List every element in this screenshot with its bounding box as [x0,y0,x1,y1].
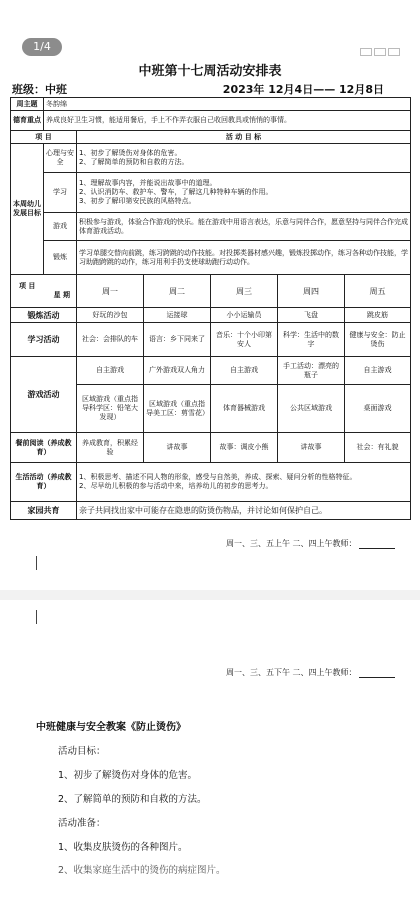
goal-text: 1、初步了解烫伤对身体的危害。 2、了解简单的预防和自救的方法。 [77,144,411,173]
schedule-cell: 好玩的沙包 [77,308,144,323]
dev-goals-label: 本周幼儿发展目标 [11,144,44,275]
goals-label: 活 动 目 标 [77,131,411,144]
schedule-cell: 小小运输员 [211,308,278,323]
life-text: 1、积极思考、描述不同人物的形象，感受与自然美，养成、探索、疑问分析的性格特征。 2、尽早幼儿积极的参与活动中来，培养幼儿的初步的思考力。 [77,463,411,502]
lesson-prep: 2、收集家庭生活中的烫伤的病症图片。 [58,865,226,876]
schedule-cell: 科学：生活中的数字 [278,323,345,357]
schedule-title: 中班第十七周活动安排表 [138,64,282,79]
life-row [11,463,411,502]
goal-text: 学习单腿交替向前跳，练习跨跳的动作技能。对投掷类器材感兴趣，锻炼投掷动作，练习各种动作技能，学习助跑跨跳的动作，练习用利手扔支使球助跑行动动作。 [77,241,411,275]
goal-heading: 活动目标： [58,746,106,757]
schedule-table [10,97,411,520]
moral-label: 德育重点 [11,111,44,131]
row-label: 家园共育 [11,502,77,520]
schedule-cell: 跳皮筋 [345,308,411,323]
crop-mark [36,610,37,624]
goal-row [11,213,411,241]
moral-text: 养成良好卫生习惯，能适用餐后，手上不作弄衣服自己收回教具或悄悄的事情。 [44,111,411,131]
goal-area: 心理与安全 [44,144,77,173]
schedule-cell: 区域游戏（重点指导美工区：剪雪花） [144,385,211,433]
weekday-header-row [11,275,411,308]
lesson-goal: 2、了解简单的预防和自救的方法。 [58,794,207,805]
goal-row [11,144,411,173]
schedule-cell: 音乐：十个小印第安人 [211,323,278,357]
theme-label: 周主题 [11,98,44,111]
lesson-prep: 1、收集皮肤烫伤的各种图片。 [58,842,188,853]
schedule-cell: 公共区域游戏 [278,385,345,433]
reading-row [11,433,411,463]
schedule-cell: 故事：调皮小熊 [211,433,278,463]
lesson-goal: 1、初步了解烫伤对身体的危害。 [58,770,198,781]
schedule-cell: 桌面游戏 [345,385,411,433]
schedule-cell: 健康与安全：防止烫伤 [345,323,411,357]
row-label: 餐前阅读（养成教育） [11,433,77,463]
game-row [11,357,411,385]
schedule-cell: 体育器械游戏 [211,385,278,433]
crop-mark [36,556,37,570]
schedule-cell: 运接球 [144,308,211,323]
schedule-cell: 区域游戏（重点指导科学区：铅笔大发现） [77,385,144,433]
goal-area: 游戏 [44,213,77,241]
more-options-icon[interactable] [360,48,400,56]
schedule-cell: 自主游戏 [345,357,411,385]
schedule-cell: 社会：有礼貌 [345,433,411,463]
theme-value: 冬韵绵 [44,98,411,111]
date-range: 2023年 12月4日—— 12月8日 [222,83,384,96]
schedule-cell: 自主游戏 [211,357,278,385]
schedule-cell: 讲故事 [278,433,345,463]
schedule-cell: 广外游戏双人角力 [144,357,211,385]
teacher-signature-line: 周一、三、五下午 二、四上午教师： [226,667,395,678]
theme-row [11,98,411,111]
row-label: 学习活动 [11,323,77,357]
family-text: 亲子共同找出家中可能存在隐患的防烫伤物品，并讨论如何保护自己。 [77,502,411,520]
moral-row [11,111,411,131]
item-label: 项 目 [11,131,77,144]
schedule-cell: 手工活动：漂亮的瓶子 [278,357,345,385]
row-label: 游戏活动 [11,357,77,433]
lesson-title: 中班健康与安全教案《防止烫伤》 [36,722,186,733]
schedule-cell: 社会：会排队的车 [77,323,144,357]
teacher-signature-line: 周一、三、五上午 二、四上午教师： [226,538,395,549]
goals-header-row [11,131,411,144]
weekday: 周二 [144,275,211,308]
schedule-cell: 自主游戏 [77,357,144,385]
schedule-cell: 讲故事 [144,433,211,463]
learning-row [11,323,411,357]
exercise-row [11,308,411,323]
goal-row [11,241,411,275]
prep-heading: 活动准备： [58,818,106,829]
row-label: 生活活动（养成教育） [11,463,77,502]
class-info: 班级：中班 [12,83,67,96]
goal-area: 锻炼 [44,241,77,275]
row-label: 锻炼活动 [11,308,77,323]
weekday: 周四 [278,275,345,308]
weekday: 周三 [211,275,278,308]
page-indicator: 1/4 [22,38,62,56]
goal-text: 1、理解故事内容，并能说出故事中的道理。 2、认识消防车、救护车、警车，了解这几种特种车辆的作用。 3、初步了解印第安民族的风格特点。 [77,173,411,213]
weekday: 周五 [345,275,411,308]
weekday: 周一 [77,275,144,308]
goal-area: 学习 [44,173,77,213]
schedule-cell: 飞盘 [278,308,345,323]
schedule-cell: 养成教育，积累经验 [77,433,144,463]
schedule-cell: 语言：乡下同来了 [144,323,211,357]
family-row [11,502,411,520]
goal-text: 积极参与游戏，体验合作游戏的快乐。能在游戏中用语言表达，乐意与同伴合作，愿意坚持与同伴合作完成体育游戏活动。 [77,213,411,241]
goal-row [11,173,411,213]
week-header-corner: 项 目 星 期 [11,275,77,308]
